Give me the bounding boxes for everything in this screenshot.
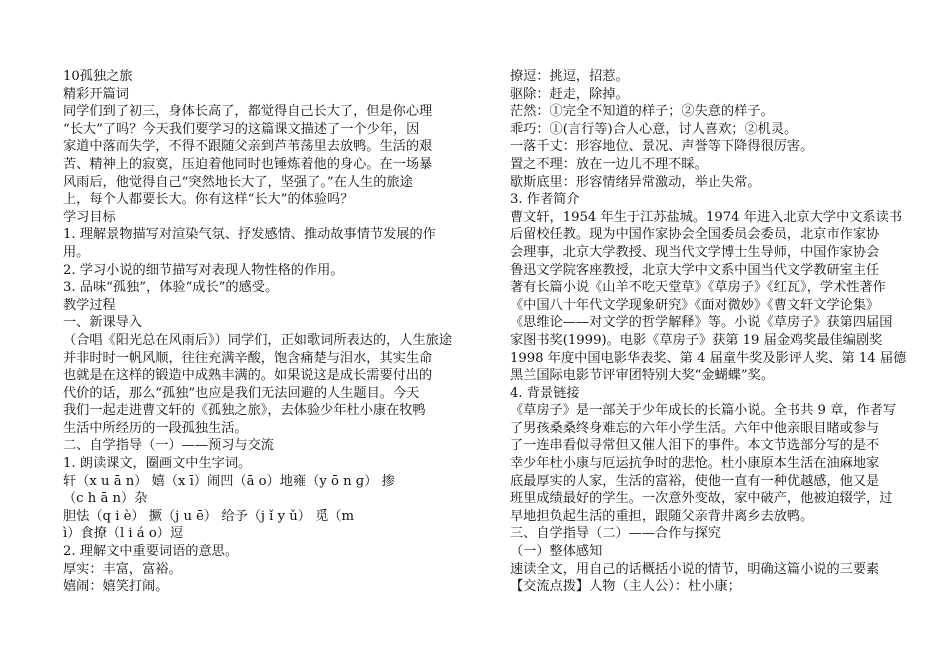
right-column: [510, 68, 910, 596]
right-column-line: 乖巧：①(言行等)合人心意，讨人喜欢；②机灵。: [510, 121, 798, 137]
right-column-line: 了男孩桑桑终身难忘的六年小学生活。六年中他亲眼目睹或参与: [510, 420, 880, 436]
left-column-line: 并非时时一帆风顺，往往充满辛酸，饱含痛楚与泪水，其实生命: [63, 350, 433, 366]
right-column-line: 曹文轩，1954 年生于江苏盐城。1974 年进入北京大学中文系读书: [510, 209, 903, 225]
left-column-line: 家道中落而失学，不得不跟随父亲到芦苇荡里去放鸭。生活的艰: [63, 139, 433, 155]
left-column-line: 2. 学习小说的细节描写对表现人物性格的作用。: [63, 262, 344, 278]
right-column-line: 《中国八十年代文学现象研究》《面对微妙》《曹文轩文学论集》: [510, 297, 880, 313]
right-column-line: 幸少年杜小康与厄运抗争时的悲怆。杜小康原本生活在油麻地家: [510, 456, 880, 472]
left-column-line: 学习目标: [63, 209, 116, 225]
left-column-line: 苦、精神上的寂寞，压迫着他同时也锤炼着他的身心。在一场暴: [63, 156, 433, 172]
right-column-line: （一）整体感知: [510, 544, 603, 560]
left-column-line: 1. 朗读课文，圈画文中生字词。: [63, 456, 252, 472]
left-column-line: 二、自学指导（一）——预习与交流: [63, 438, 274, 454]
left-column-line: 3. 品味“孤独”，体验“成长”的感受。: [63, 280, 279, 296]
right-column-line: 班里成绩最好的学生。一次意外变故，家中破产，他被迫辍学，过: [510, 491, 893, 507]
right-column-line: 3. 作者简介: [510, 192, 580, 208]
left-column-line: 轩（x u ā n） 嬉（x ī）闹凹（ā o）地雍（y ō n ɡ） 掺: [63, 473, 395, 489]
right-column-line: 《思维论——对文学的哲学解释》等。小说《草房子》获第四届国: [510, 315, 893, 331]
right-column-line: 黑兰国际电影节评审团特别大奖“金蝴蝶”奖。: [510, 368, 775, 384]
right-column-line: 了一连串看似寻常但又催人泪下的事件。本文节选部分写的是不: [510, 438, 880, 454]
right-column-line: 早地担负起生活的重担，跟随父亲背井离乡去放鸭。: [510, 508, 814, 524]
left-column-line: 精彩开篇词: [63, 86, 129, 102]
right-column-line: 《草房子》是一部关于少年成长的长篇小说。全书共 9 章，作者写: [510, 403, 897, 419]
left-column-line: 2. 理解文中重要词语的意思。: [63, 544, 239, 560]
left-column-line: 代价的话，那么“孤独”也应是我们无法回避的人生题目。今天: [63, 385, 420, 401]
left-column-line: “长大”了吗？今天我们要学习的这篇课文描述了一个少年，因: [63, 121, 420, 137]
right-column-line: 底最厚实的人家，生活的富裕，使他一直有一种优越感，他又是: [510, 473, 880, 489]
right-column-line: 驱除：赶走，除掉。: [510, 86, 629, 102]
left-column-line: 上，每个人都要长大。你有这样“长大”的体验吗？: [63, 192, 354, 208]
right-column-line: 速读全文，用自己的话概括小说的情节，明确这篇小说的三要素: [510, 561, 880, 577]
left-column-line: （c h ā n）杂: [63, 491, 148, 507]
right-column-line: 置之不理：放在一边儿不理不睬。: [510, 156, 708, 172]
left-column-line: 厚实：丰富，富裕。: [63, 561, 182, 577]
left-column-line: 一、新课导入: [63, 315, 143, 331]
left-column-line: 用。: [63, 244, 90, 260]
right-column-line: 会理事，北京大学教授、现当代文学博士生导师，中国作家协会: [510, 244, 880, 260]
right-column-line: 三、自学指导（二）——合作与探究: [510, 526, 721, 542]
left-column-line: 胆怯（q i è） 撅（j u ē） 给予（j ǐ y ǔ） 觅（m: [63, 508, 354, 524]
left-column-line: 生活中所经历的一段孤独生活。: [63, 420, 248, 436]
right-column-line: 鲁迅文学院客座教授，北京大学中文系中国当代文学教研室主任: [510, 262, 880, 278]
right-column-line: 4. 背景链接: [510, 385, 580, 401]
right-column-line: 茫然：①完全不知道的样子；②失意的样子。: [510, 104, 774, 120]
right-column-line: 后留校任教。现为中国作家协会全国委员会委员，北京市作家协: [510, 227, 880, 243]
left-column-line: 教学过程: [63, 297, 116, 313]
left-column-line: 嬉闹：嬉笑打闹。: [63, 579, 169, 595]
left-column-line: 我们一起走进曹文轩的《孤独之旅》，去体验少年杜小康在牧鸭: [63, 403, 426, 419]
left-column: [63, 68, 463, 596]
left-column-line: 1. 理解景物描写对渲染气氛、抒发感情、推动故事情节发展的作: [63, 227, 436, 243]
right-column-line: 撩逗：挑逗，招惹。: [510, 69, 629, 84]
left-column-line: 同学们到了初三，身体长高了，都觉得自己长大了，但是你心理: [63, 104, 433, 120]
right-column-line: 家图书奖(1999)。电影《草房子》获第 19 届金鸡奖最佳编剧奖: [510, 332, 883, 348]
right-column-line: 著有长篇小说《山羊不吃天堂草》《草房子》《红瓦》，学术性著作: [510, 280, 886, 296]
left-column-line: 也就是在这样的锻造中成熟丰满的。如果说这是成长需要付出的: [63, 368, 433, 384]
left-column-line: （合唱《阳光总在风雨后》）同学们，正如歌词所表达的，人生旅途: [63, 332, 453, 348]
left-column-line: 10孤独之旅: [63, 69, 133, 84]
left-column-line: ì）食撩（l i á o）逗: [63, 526, 184, 542]
right-column-line: 一落千丈：形容地位、景况、声誉等下降得很厉害。: [510, 139, 814, 155]
left-column-line: 风雨后，他觉得自己“突然地长大了，坚强了。”在人生的旅途: [63, 174, 413, 190]
right-column-line: 1998 年度中国电影华表奖、第 4 届童牛奖及影评人奖、第 14 届德: [510, 350, 907, 366]
right-column-line: 【交流点拨】人物（主人公）：杜小康；: [510, 579, 741, 595]
right-column-line: 歇斯底里：形容情绪异常激动，举止失常。: [510, 174, 761, 190]
